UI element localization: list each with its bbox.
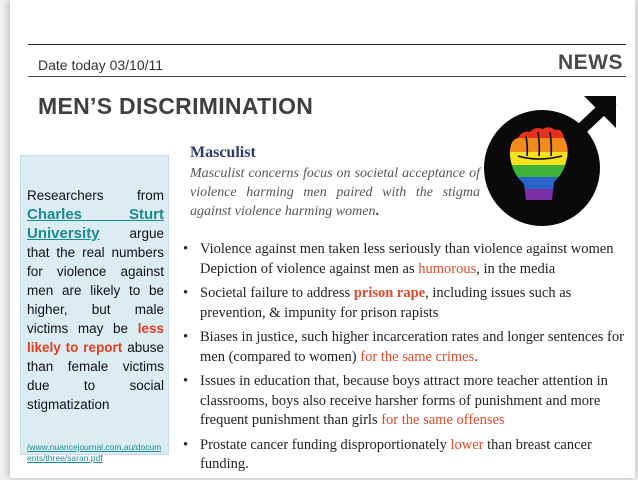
header-rule-bottom	[28, 76, 626, 77]
bullet-highlight: for the same crimes	[360, 348, 475, 365]
bullet-highlight: for the same offenses	[381, 412, 505, 428]
sidebar-text-2: argue that the real numbers for violence against men are likely to be higher, but male victims may be	[27, 226, 164, 336]
less-likely-highlight: less likely to report	[27, 321, 164, 355]
masculist-paragraph	[190, 164, 480, 221]
list-item	[180, 372, 625, 431]
masculist-period: .	[375, 204, 379, 219]
bullet-text: Societal failure to address	[200, 285, 354, 301]
issues-list	[180, 240, 625, 480]
bullet-icon: •	[183, 241, 189, 257]
list-item	[180, 328, 625, 367]
source-link[interactable]: /www.nuancejournal.com.au/documents/three/saran.pdf	[27, 442, 162, 463]
rainbow-fist-male-symbol-icon	[482, 96, 618, 234]
bullet-highlight: prison rape	[353, 285, 426, 301]
bullet-text: Violence against men taken less seriously than violence against women Depiction of violence against men as	[200, 241, 614, 277]
bullet-text-tail: , in the media	[476, 260, 556, 277]
masculist-text: Masculist concerns focus on societal acceptance of violence harming men paired with the stigma against violence harming women	[190, 166, 480, 219]
bullet-highlight: humorous	[418, 260, 477, 277]
masculist-heading: Masculist	[190, 144, 256, 161]
sidebar-callout	[20, 155, 169, 463]
bullet-icon: •	[183, 373, 189, 389]
bullet-text-tail: .	[474, 348, 478, 365]
list-item	[180, 284, 625, 323]
list-item	[180, 240, 625, 279]
news-label: NEWS	[558, 51, 623, 74]
sidebar-text-3: abuse than female victims due to social stigmatization	[27, 340, 164, 412]
bullet-text-tail: , including issues such as prevention, & impunity for prison rapists	[200, 285, 572, 321]
date-label: Date today 03/10/11	[38, 57, 164, 73]
university-link[interactable]: Charles Sturt University	[27, 206, 164, 242]
header-rule-top	[28, 44, 626, 45]
sidebar-text-1: Researchers from	[27, 188, 164, 203]
bullet-highlight: lower	[450, 436, 484, 453]
bullet-icon: •	[183, 329, 189, 345]
bullet-text: Biases in justice, such higher incarceration rates and longer sentences for men (compared to women)	[200, 329, 624, 365]
bullet-text-tail: than breast cancer funding.	[200, 436, 592, 472]
list-item	[180, 436, 625, 475]
bullet-icon: •	[183, 285, 189, 301]
bullet-text: Prostate cancer funding disproportionately	[200, 436, 451, 453]
bullet-text: Issues in education that, because boys attract more teacher attention in classrooms, boys also receive harsher forms of punishment and more frequent punishment than girls	[200, 373, 608, 428]
page-title: MEN’S DISCRIMINATION	[38, 93, 314, 119]
bullet-icon: •	[183, 436, 189, 453]
